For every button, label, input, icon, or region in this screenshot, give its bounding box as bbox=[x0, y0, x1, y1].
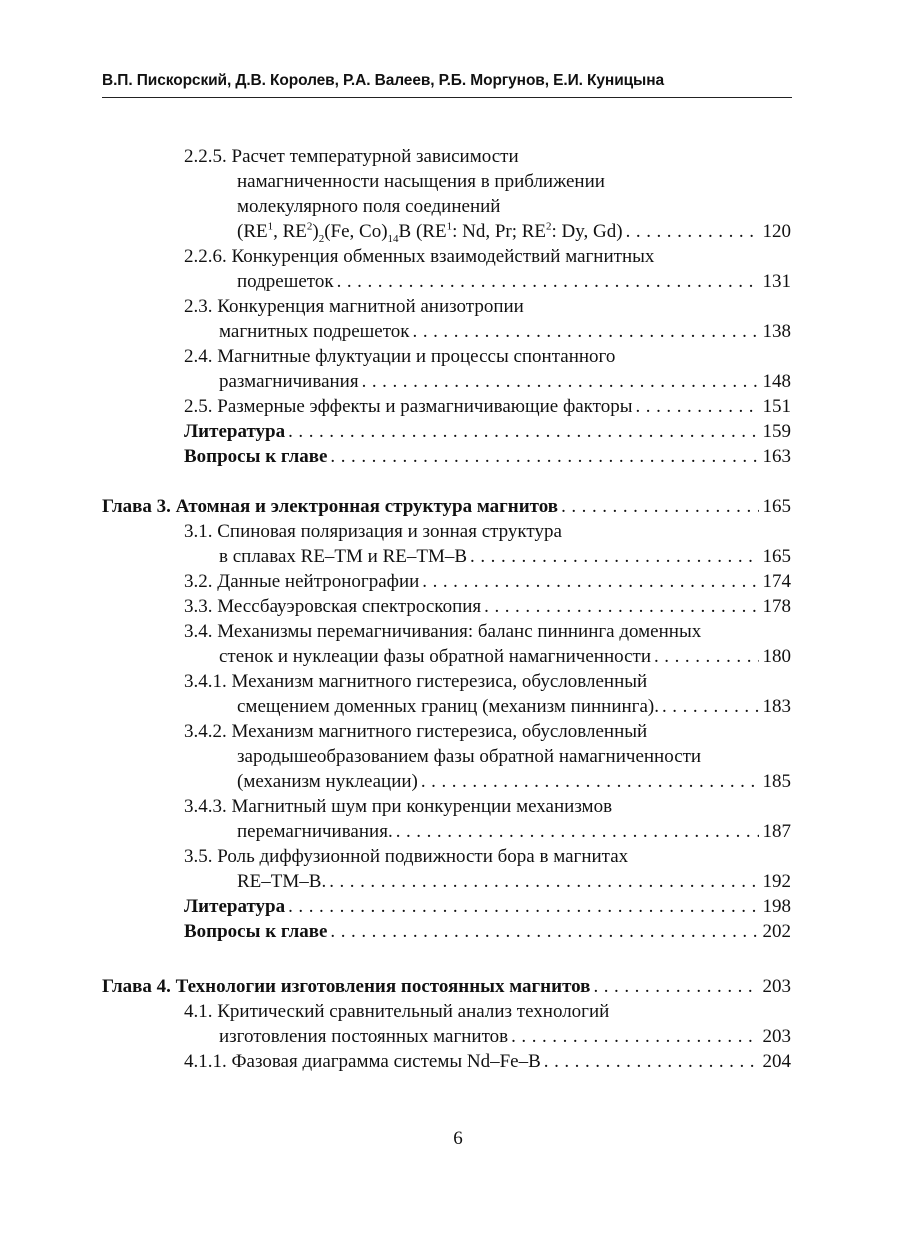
toc-entry-title: стенок и нуклеации фазы обратной намагниченности bbox=[219, 646, 651, 667]
dot-leader bbox=[288, 419, 758, 444]
page-ref: 185 bbox=[762, 771, 791, 792]
page-ref: 192 bbox=[762, 871, 791, 892]
toc-entry-2-2-5-cont[interactable] bbox=[237, 169, 605, 194]
page-ref: 180 bbox=[762, 646, 791, 667]
dot-leader bbox=[330, 919, 758, 944]
toc-entry-title: (механизм нуклеации) bbox=[237, 771, 418, 792]
toc-entry-3-3[interactable] bbox=[184, 594, 791, 619]
toc-entry-3-1-cont[interactable] bbox=[219, 544, 791, 569]
toc-entry-title: RE–TM–B. bbox=[237, 871, 327, 892]
toc-entry-title: 2.2.5. Расчет температурной зависимости bbox=[184, 146, 519, 167]
toc-entry-title: 2.4. Магнитные флуктуации и процессы спонтанного bbox=[184, 346, 616, 367]
toc-entry-2-3[interactable] bbox=[184, 294, 524, 319]
toc-entry-2-5[interactable] bbox=[184, 394, 791, 419]
toc-entry-2-4[interactable] bbox=[184, 344, 615, 369]
toc-entry-title: 3.5. Роль диффузионной подвижности бора в магнитах bbox=[184, 846, 629, 867]
toc-entry-literature-ch3[interactable] bbox=[184, 894, 791, 919]
dot-leader bbox=[654, 644, 759, 669]
dot-leader bbox=[288, 894, 758, 919]
toc-entry-2-2-6[interactable] bbox=[184, 244, 654, 269]
page-ref: 198 bbox=[762, 896, 791, 917]
toc-entry-title: Литература bbox=[184, 896, 286, 917]
toc-entry-3-4-2-cont[interactable] bbox=[237, 769, 791, 794]
page-ref: 163 bbox=[762, 446, 791, 467]
dot-leader bbox=[511, 1024, 758, 1049]
dot-leader bbox=[422, 569, 758, 594]
dot-leader bbox=[337, 269, 759, 294]
toc-entry-2-2-5-cont[interactable] bbox=[237, 194, 500, 219]
dot-leader bbox=[484, 594, 758, 619]
page-ref: 203 bbox=[762, 1026, 791, 1047]
toc-entry-title: 3.2. Данные нейтронографии bbox=[184, 571, 420, 592]
toc-entry-2-2-5[interactable] bbox=[184, 144, 519, 169]
page-ref: 165 bbox=[762, 496, 791, 517]
toc-entry-title: магнитных подрешеток bbox=[219, 321, 410, 342]
dot-leader bbox=[396, 819, 759, 844]
dot-leader bbox=[561, 494, 758, 519]
page-ref: 204 bbox=[762, 1051, 791, 1072]
page-ref: 151 bbox=[762, 396, 791, 417]
toc-entry-title: 3.3. Мессбауэровская спектроскопия bbox=[184, 596, 482, 617]
dot-leader bbox=[330, 444, 758, 469]
toc-entry-2-2-5-formula[interactable] bbox=[237, 219, 791, 244]
chapter-title: Глава 4. Технологии изготовления постоянных магнитов bbox=[102, 976, 591, 997]
page-ref: 148 bbox=[762, 371, 791, 392]
page-ref: 203 bbox=[762, 976, 791, 997]
page-number: 6 bbox=[453, 1128, 463, 1149]
toc-entry-3-5-cont[interactable] bbox=[237, 869, 791, 894]
page-ref: 120 bbox=[762, 221, 791, 242]
toc-entry-title: 3.4.1. Механизм магнитного гистерезиса, обусловленный bbox=[184, 671, 648, 692]
dot-leader bbox=[593, 974, 758, 999]
toc-entry-title: смещением доменных границ (механизм пиннинга). bbox=[237, 696, 659, 717]
toc-entry-title: 2.3. Конкуренция магнитной анизотропии bbox=[184, 296, 524, 317]
toc-entry-3-4-3-cont[interactable] bbox=[237, 819, 791, 844]
toc-chapter-4[interactable] bbox=[102, 974, 791, 999]
toc-entry-2-2-6-cont[interactable] bbox=[237, 269, 791, 294]
toc-entry-questions-ch2[interactable] bbox=[184, 444, 791, 469]
toc-entry-title: подрешеток bbox=[237, 271, 334, 292]
toc-entry-3-4-cont[interactable] bbox=[219, 644, 791, 669]
dot-leader bbox=[544, 1049, 759, 1074]
toc-entry-title: 3.4.2. Механизм магнитного гистерезиса, обусловленный bbox=[184, 721, 648, 742]
toc-entry-3-4-2-cont[interactable] bbox=[237, 744, 701, 769]
toc-entry-title: в сплавах RE–TM и RE–TM–B bbox=[219, 546, 468, 567]
running-head: В.П. Пискорский, Д.В. Королев, Р.А. Валеев, Р.Б. Моргунов, Е.И. Куницына bbox=[102, 72, 664, 89]
toc-entry-3-4[interactable] bbox=[184, 619, 701, 644]
toc-entry-3-2[interactable] bbox=[184, 569, 791, 594]
toc-entry-title: Вопросы к главе bbox=[184, 921, 328, 942]
dot-leader bbox=[662, 694, 759, 719]
compound-formula: ($RE^1$, $RE^2)_2(Fe$, $Co)_{14}B$ ($RE^1$: Nd, Pr; $RE^2$: Dy, Gd) bbox=[237, 220, 623, 245]
dot-leader bbox=[470, 544, 758, 569]
page-ref: 165 bbox=[762, 546, 791, 567]
toc-entry-2-4-cont[interactable] bbox=[219, 369, 791, 394]
toc-entry-3-4-1-cont[interactable] bbox=[237, 694, 791, 719]
toc-entry-literature-ch2[interactable] bbox=[184, 419, 791, 444]
toc-chapter-3[interactable] bbox=[102, 494, 791, 519]
dot-leader bbox=[413, 319, 759, 344]
dot-leader bbox=[329, 869, 758, 894]
dot-leader bbox=[626, 219, 759, 244]
toc-entry-title: Вопросы к главе bbox=[184, 446, 328, 467]
toc-entry-2-3-cont[interactable] bbox=[219, 319, 791, 344]
toc-entry-3-4-2[interactable] bbox=[184, 719, 647, 744]
toc-entry-title: Литература bbox=[184, 421, 286, 442]
toc-entry-4-1-cont[interactable] bbox=[219, 1024, 791, 1049]
toc-entry-title: зародышеобразованием фазы обратной намагниченности bbox=[237, 746, 702, 767]
toc-entry-3-1[interactable] bbox=[184, 519, 562, 544]
page-ref: 178 bbox=[762, 596, 791, 617]
toc-entry-title: 3.4. Механизмы перемагничивания: баланс пиннинга доменных bbox=[184, 621, 702, 642]
toc-entry-title: молекулярного поля соединений bbox=[237, 196, 501, 217]
toc-entry-3-5[interactable] bbox=[184, 844, 628, 869]
toc-entry-title: изготовления постоянных магнитов bbox=[219, 1026, 509, 1047]
toc-entry-title: перемагничивания. bbox=[237, 821, 393, 842]
toc-entry-title: 3.4.3. Магнитный шум при конкуренции механизмов bbox=[184, 796, 613, 817]
toc-entry-title: 2.2.6. Конкуренция обменных взаимодействий магнитных bbox=[184, 246, 655, 267]
header-rule bbox=[102, 97, 792, 98]
toc-entry-title: 4.1. Критический сравнительный анализ технологий bbox=[184, 1001, 610, 1022]
page-ref: 187 bbox=[762, 821, 791, 842]
toc-entry-4-1-1[interactable] bbox=[184, 1049, 791, 1074]
toc-entry-title: размагничивания bbox=[219, 371, 359, 392]
dot-leader bbox=[362, 369, 759, 394]
page-ref: 131 bbox=[762, 271, 791, 292]
toc-entry-title: 4.1.1. Фазовая диаграмма системы Nd–Fe–B bbox=[184, 1051, 541, 1072]
page-ref: 202 bbox=[762, 921, 791, 942]
toc-entry-3-4-3[interactable] bbox=[184, 794, 612, 819]
page-ref: 174 bbox=[762, 571, 791, 592]
page-ref: 159 bbox=[762, 421, 791, 442]
toc-entry-4-1[interactable] bbox=[184, 999, 609, 1024]
page-ref: 183 bbox=[762, 696, 791, 717]
chapter-title: Глава 3. Атомная и электронная структура магнитов bbox=[102, 496, 559, 517]
toc-entry-title: намагниченности насыщения в приближении bbox=[237, 171, 605, 192]
dot-leader bbox=[636, 394, 759, 419]
toc-entry-3-4-1[interactable] bbox=[184, 669, 647, 694]
page-ref: 138 bbox=[762, 321, 791, 342]
toc-entry-title: 3.1. Спиновая поляризация и зонная структура bbox=[184, 521, 562, 542]
dot-leader bbox=[421, 769, 759, 794]
toc-entry-title: 2.5. Размерные эффекты и размагничивающие факторы bbox=[184, 396, 633, 417]
toc-entry-questions-ch3[interactable] bbox=[184, 919, 791, 944]
